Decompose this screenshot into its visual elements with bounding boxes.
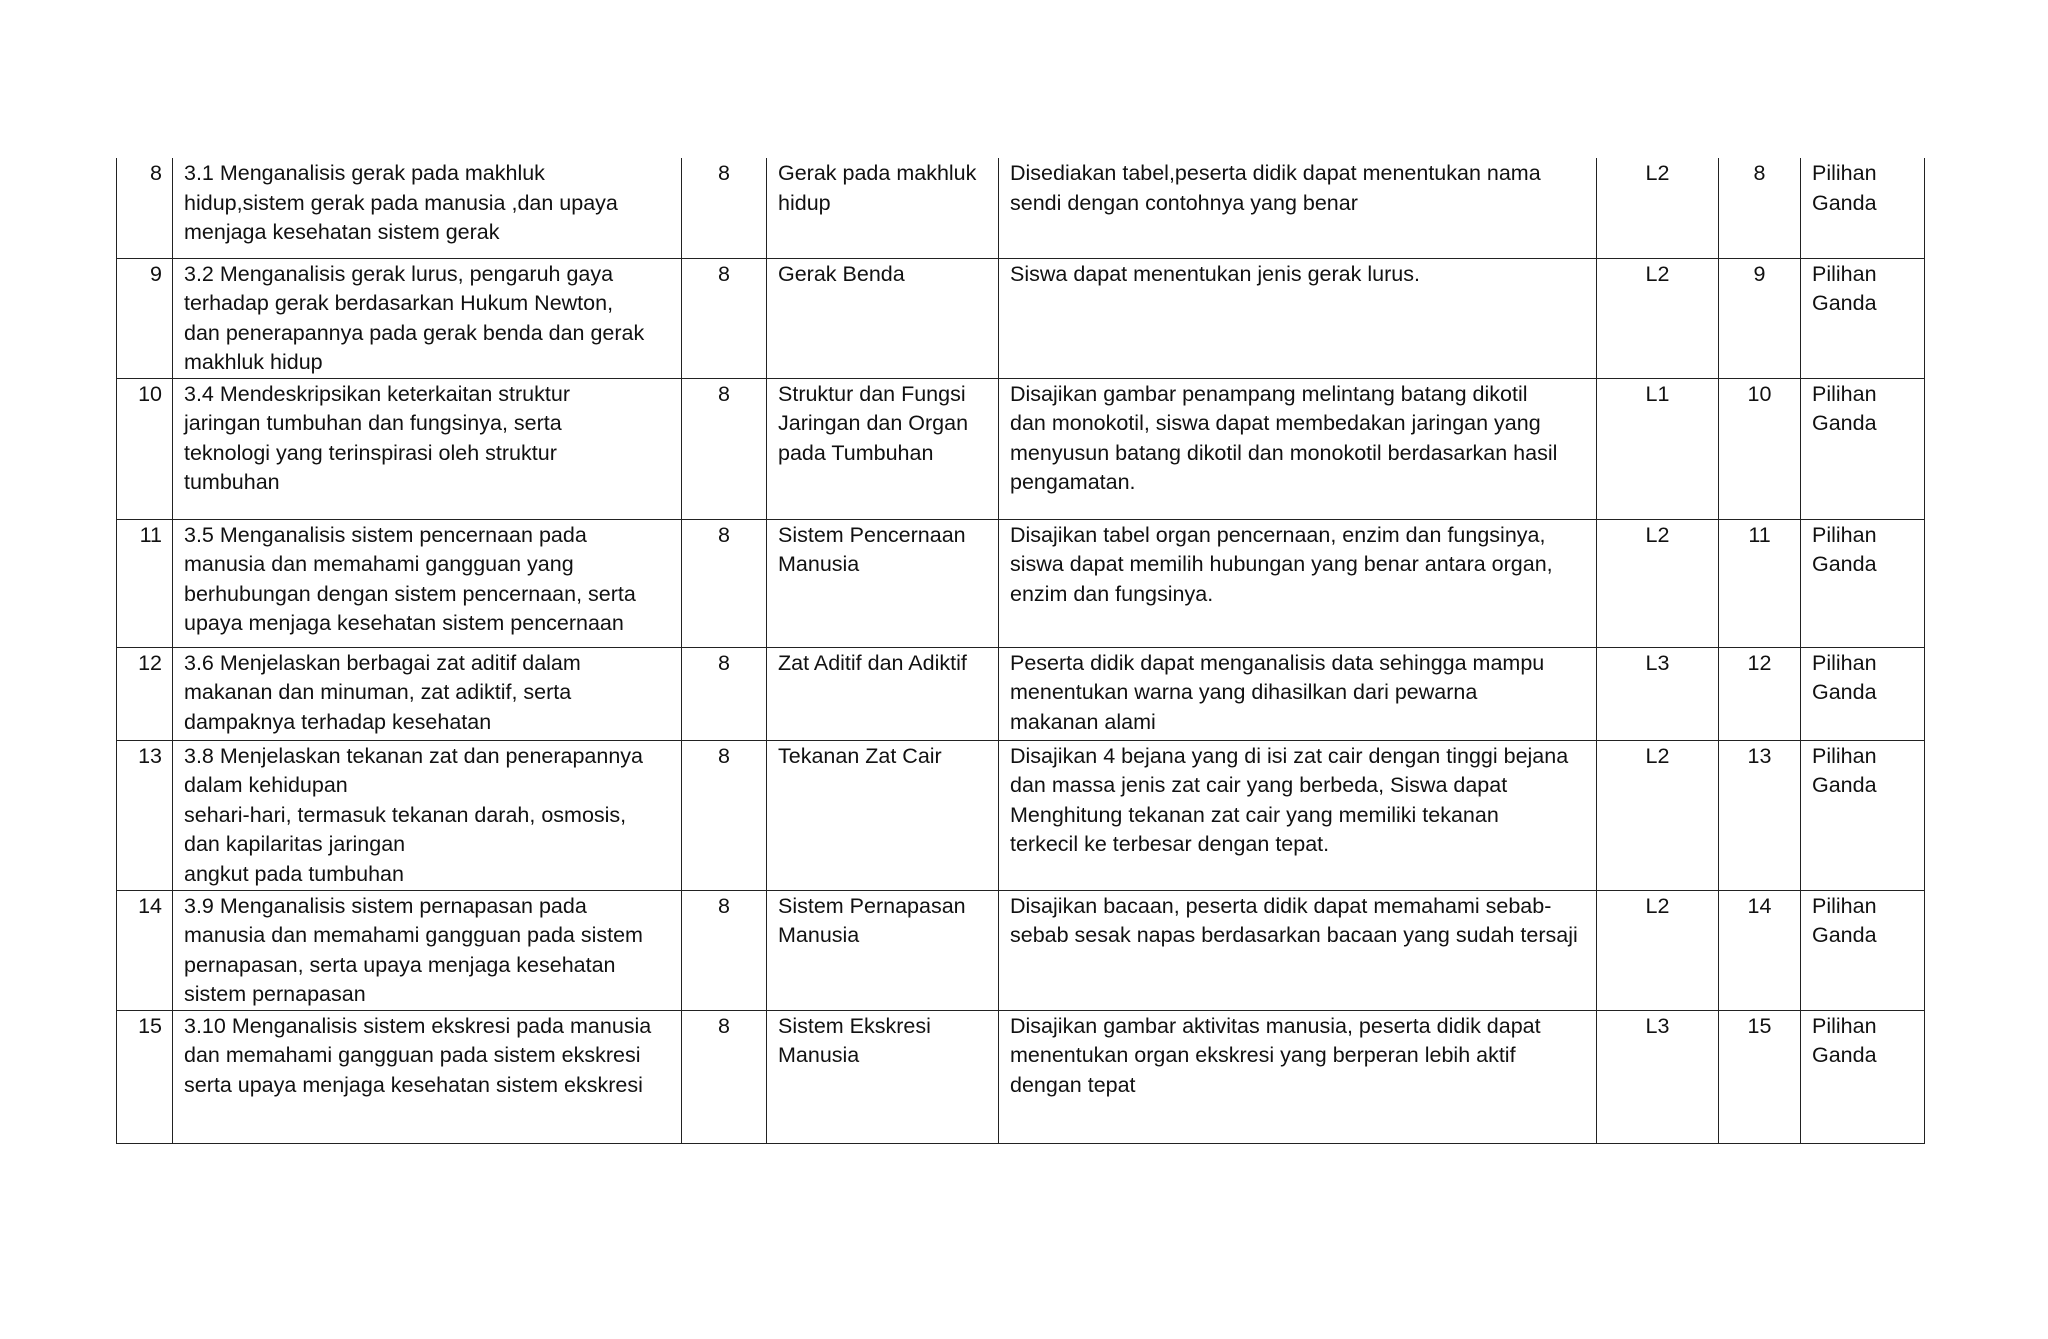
cell-line: makhluk hidup	[184, 350, 323, 374]
cell-line: Tekanan Zat Cair	[778, 743, 942, 768]
materi-cell	[767, 258, 999, 378]
materi-cell	[767, 158, 999, 258]
cell-line: 3.2 Menganalisis gerak lurus, pengaruh gaya	[184, 261, 614, 286]
kisi-kisi-table	[116, 158, 1925, 1144]
kompetensi-dasar-cell	[173, 378, 682, 519]
cell-line: menjaga kesehatan sistem gerak	[184, 220, 500, 244]
kelas-cell: 8	[682, 258, 767, 378]
bentuk-soal-cell	[1801, 258, 1925, 378]
cell-line: teknologi yang terinspirasi oleh struktur	[184, 440, 557, 465]
cell-line: manusia dan memahami gangguan yang	[184, 552, 574, 576]
cell-line: Pilihan	[1812, 381, 1877, 406]
cell-line: Pilihan	[1812, 1013, 1877, 1038]
cell-line: jaringan tumbuhan dan fungsinya, serta	[184, 411, 562, 435]
kelas-cell: 8	[682, 890, 767, 1010]
cell-line: makanan alami	[1010, 709, 1156, 734]
cell-line: Pilihan	[1812, 522, 1877, 547]
nomor-soal-cell: 8	[1719, 158, 1801, 258]
row-number: 13	[117, 740, 173, 890]
nomor-soal-cell: 9	[1719, 258, 1801, 378]
cell-line: terkecil ke terbesar dengan tepat.	[1010, 832, 1330, 856]
cell-line: berhubungan dengan sistem pencernaan, serta	[184, 581, 636, 606]
cell-line: sistem pernapasan	[184, 982, 366, 1006]
materi-cell	[767, 1010, 999, 1143]
level-cell: L3	[1597, 647, 1719, 740]
table-row	[117, 890, 1925, 1010]
cell-line: Ganda	[1812, 190, 1877, 215]
bentuk-soal-cell	[1801, 378, 1925, 519]
materi-cell	[767, 647, 999, 740]
cell-line: dan kapilaritas jaringan	[184, 832, 406, 856]
level-cell: L2	[1597, 740, 1719, 890]
row-number: 8	[117, 158, 173, 258]
level-cell: L1	[1597, 378, 1719, 519]
cell-line: Jaringan dan Organ	[778, 411, 969, 435]
cell-line: siswa dapat memilih hubungan yang benar antara organ,	[1010, 552, 1553, 576]
row-number: 15	[117, 1010, 173, 1143]
cell-line: dan penerapannya pada gerak benda dan gerak	[184, 320, 645, 345]
row-number: 12	[117, 647, 173, 740]
cell-line: menentukan warna yang dihasilkan dari pewarna	[1010, 680, 1478, 704]
cell-line: Manusia	[778, 552, 860, 576]
cell-line: serta upaya menjaga kesehatan sistem ekskresi	[184, 1072, 643, 1097]
cell-line: Disajikan 4 bejana yang di isi zat cair dengan tinggi bejana	[1010, 743, 1569, 768]
indikator-cell	[999, 519, 1597, 647]
cell-line: 3.9 Menganalisis sistem pernapasan pada	[184, 893, 587, 918]
table-row	[117, 1010, 1925, 1143]
cell-line: pernapasan, serta upaya menjaga kesehatan	[184, 952, 616, 977]
nomor-soal-cell: 10	[1719, 378, 1801, 519]
kompetensi-dasar-cell	[173, 647, 682, 740]
cell-line: Pilihan	[1812, 161, 1877, 185]
cell-line: Peserta didik dapat menganalisis data sehingga mampu	[1010, 650, 1545, 675]
cell-line: Disajikan gambar penampang melintang batang dikotil	[1010, 381, 1528, 406]
kompetensi-dasar-cell	[173, 158, 682, 258]
cell-line: Manusia	[778, 923, 860, 947]
cell-line: Ganda	[1812, 1043, 1877, 1067]
cell-line: 3.5 Menganalisis sistem pencernaan pada	[184, 522, 587, 547]
nomor-soal-cell: 15	[1719, 1010, 1801, 1143]
cell-line: pada Tumbuhan	[778, 440, 934, 465]
cell-line: Ganda	[1812, 773, 1877, 797]
cell-line: menyusun batang dikotil dan monokotil berdasarkan hasil	[1010, 440, 1558, 465]
cell-line: dan massa jenis zat cair yang berbeda, Siswa dapat	[1010, 773, 1508, 797]
level-cell: L2	[1597, 258, 1719, 378]
kelas-cell: 8	[682, 378, 767, 519]
materi-cell	[767, 740, 999, 890]
kelas-cell: 8	[682, 519, 767, 647]
row-number: 9	[117, 258, 173, 378]
cell-line: sebab sesak napas berdasarkan bacaan yang sudah tersaji	[1010, 923, 1578, 947]
cell-line: Zat Aditif dan Adiktif	[778, 650, 967, 675]
indikator-cell	[999, 740, 1597, 890]
cell-line: hidup,sistem gerak pada manusia ,dan upaya	[184, 190, 618, 215]
cell-line: hidup	[778, 190, 831, 215]
bentuk-soal-cell	[1801, 1010, 1925, 1143]
cell-line: Ganda	[1812, 411, 1877, 435]
cell-line: dampaknya terhadap kesehatan	[184, 709, 492, 734]
kelas-cell: 8	[682, 1010, 767, 1143]
cell-line: Ganda	[1812, 291, 1877, 315]
cell-line: Gerak Benda	[778, 261, 905, 286]
cell-line: Disajikan bacaan, peserta didik dapat memahami sebab-	[1010, 893, 1552, 918]
kompetensi-dasar-cell	[173, 890, 682, 1010]
materi-cell	[767, 519, 999, 647]
cell-line: Struktur dan Fungsi	[778, 381, 966, 406]
cell-line: Sistem Pernapasan	[778, 893, 966, 918]
level-cell: L2	[1597, 890, 1719, 1010]
row-number: 14	[117, 890, 173, 1010]
cell-line: Pilihan	[1812, 650, 1877, 675]
cell-line: Gerak pada makhluk	[778, 161, 977, 185]
cell-line: Disajikan tabel organ pencernaan, enzim dan fungsinya,	[1010, 522, 1546, 547]
indikator-cell	[999, 890, 1597, 1010]
nomor-soal-cell: 12	[1719, 647, 1801, 740]
cell-line: 3.8 Menjelaskan tekanan zat dan penerapannya	[184, 743, 644, 768]
nomor-soal-cell: 13	[1719, 740, 1801, 890]
cell-line: menentukan organ ekskresi yang berperan lebih aktif	[1010, 1043, 1516, 1067]
cell-line: Pilihan	[1812, 261, 1877, 286]
cell-line: Pilihan	[1812, 743, 1877, 768]
cell-line: Sistem Ekskresi	[778, 1013, 931, 1038]
cell-line: 3.4 Mendeskripsikan keterkaitan struktur	[184, 381, 570, 406]
cell-line: Ganda	[1812, 680, 1877, 704]
cell-line: Sistem Pencernaan	[778, 522, 966, 547]
kelas-cell: 8	[682, 740, 767, 890]
cell-line: sendi dengan contohnya yang benar	[1010, 190, 1358, 215]
nomor-soal-cell: 11	[1719, 519, 1801, 647]
kelas-cell: 8	[682, 158, 767, 258]
bentuk-soal-cell	[1801, 519, 1925, 647]
table-row	[117, 158, 1925, 258]
cell-line: dan monokotil, siswa dapat membedakan jaringan yang	[1010, 411, 1541, 435]
kompetensi-dasar-cell	[173, 519, 682, 647]
table-row	[117, 378, 1925, 519]
cell-line: 3.10 Menganalisis sistem ekskresi pada manusia	[184, 1013, 652, 1038]
level-cell: L3	[1597, 1010, 1719, 1143]
kompetensi-dasar-cell	[173, 258, 682, 378]
bentuk-soal-cell	[1801, 890, 1925, 1010]
indikator-cell	[999, 378, 1597, 519]
bentuk-soal-cell	[1801, 740, 1925, 890]
cell-line: tumbuhan	[184, 470, 280, 494]
cell-line: makanan dan minuman, zat adiktif, serta	[184, 680, 572, 704]
cell-line: manusia dan memahami gangguan pada sistem	[184, 923, 643, 947]
indikator-cell	[999, 258, 1597, 378]
materi-cell	[767, 890, 999, 1010]
cell-line: 3.1 Menganalisis gerak pada makhluk	[184, 161, 545, 185]
bentuk-soal-cell	[1801, 158, 1925, 258]
indikator-cell	[999, 158, 1597, 258]
level-cell: L2	[1597, 519, 1719, 647]
materi-cell	[767, 378, 999, 519]
cell-line: Pilihan	[1812, 893, 1877, 918]
cell-line: Ganda	[1812, 923, 1877, 947]
cell-line: terhadap gerak berdasarkan Hukum Newton,	[184, 291, 614, 315]
cell-line: Ganda	[1812, 552, 1877, 576]
cell-line: enzim dan fungsinya.	[1010, 581, 1214, 606]
cell-line: sehari-hari, termasuk tekanan darah, osmosis,	[184, 802, 627, 827]
indikator-cell	[999, 1010, 1597, 1143]
level-cell: L2	[1597, 158, 1719, 258]
cell-line: Menghitung tekanan zat cair yang memiliki tekanan	[1010, 802, 1499, 827]
cell-line: Disediakan tabel,peserta didik dapat menentukan nama	[1010, 161, 1541, 185]
cell-line: dengan tepat	[1010, 1072, 1136, 1097]
table-row	[117, 647, 1925, 740]
table-row	[117, 740, 1925, 890]
table-row	[117, 519, 1925, 647]
row-number: 10	[117, 378, 173, 519]
cell-line: upaya menjaga kesehatan sistem pencernaan	[184, 611, 624, 635]
cell-line: Disajikan gambar aktivitas manusia, peserta didik dapat	[1010, 1013, 1541, 1038]
cell-line: angkut pada tumbuhan	[184, 861, 404, 886]
cell-line: 3.6 Menjelaskan berbagai zat aditif dalam	[184, 650, 581, 675]
cell-line: dalam kehidupan	[184, 773, 348, 797]
cell-line: dan memahami gangguan pada sistem ekskresi	[184, 1043, 641, 1067]
kompetensi-dasar-cell	[173, 1010, 682, 1143]
cell-line: pengamatan.	[1010, 470, 1136, 494]
table-row	[117, 258, 1925, 378]
nomor-soal-cell: 14	[1719, 890, 1801, 1010]
indikator-cell	[999, 647, 1597, 740]
cell-line: Manusia	[778, 1043, 860, 1067]
cell-line: Siswa dapat menentukan jenis gerak lurus.	[1010, 261, 1420, 286]
bentuk-soal-cell	[1801, 647, 1925, 740]
kelas-cell: 8	[682, 647, 767, 740]
kompetensi-dasar-cell	[173, 740, 682, 890]
row-number: 11	[117, 519, 173, 647]
